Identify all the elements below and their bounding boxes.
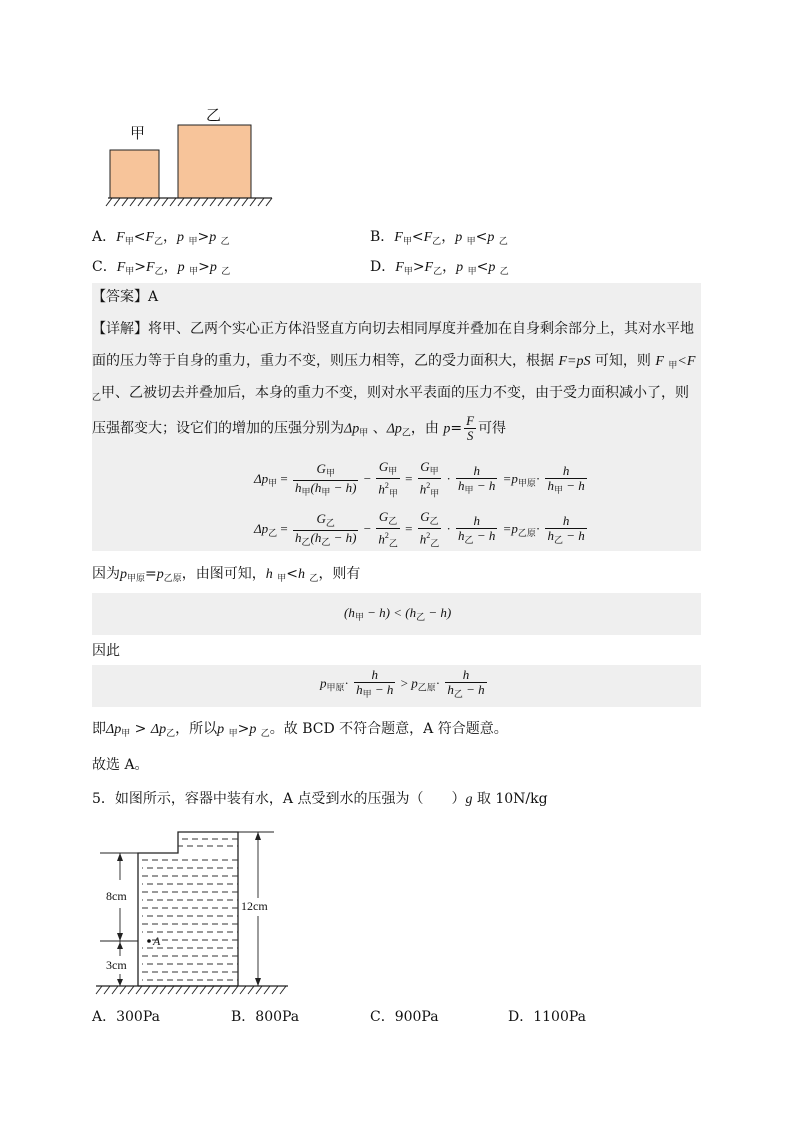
fraction-f-over-s: $\frac{F}{S}$ (466, 413, 475, 443)
label-a: A (153, 934, 161, 948)
conclusion-line: 即$\Delta p_甲 > \Delta p_乙$，所以p $_甲$>p $_乙$。故 BCD 不符合题意，A 符合题意。 (92, 721, 508, 739)
inequality-2: $p_{甲原}\cdot$ $\frac{h}{h_甲 - h}$ > $p_{乙原}\cdot$ $\frac{h}{h_乙 - h}$ (320, 667, 485, 699)
container-figure (92, 818, 292, 1000)
point-a (147, 939, 151, 943)
label-8cm: 8cm (106, 889, 127, 903)
ground-hatch (106, 198, 272, 206)
choose-line: 故选 A。 (92, 757, 149, 773)
q4-option-d: D．$F_甲>F_乙$，p $_甲$<p $_乙$ (370, 259, 509, 277)
q5-option-d: D．1100Pa (508, 1009, 586, 1025)
blocks-figure (100, 100, 280, 212)
ground-hatch-2 (96, 986, 286, 994)
water-dashes (142, 839, 238, 980)
q5-stem: 5．如图所示，容器中装有水，A 点受到水的压强为（ ）g 取 10N/kg (92, 791, 548, 807)
equation-delta-p-jia: $\Delta p_甲$ = $\frac{G_甲}{h_甲(h_甲 - h)}$ − $\frac{G_甲}{h^2_甲}$ = $\frac{G_甲}{h^2_甲}$ · $\frac{h}{h_甲 - h}$ $=p_{甲原}\cdot$ $\frac{h}{h_甲 - h}$ (254, 459, 585, 499)
analysis-line-1: 【详解】将甲、乙两个实心正方体沿竖直方向切去相同厚度并叠加在自身剩余部分上，其对水平地 (92, 321, 694, 337)
therefore-text: 因此 (92, 643, 120, 659)
analysis-line-4: 压强都变大；设它们的增加的压强分别为$\Delta p_甲$ 、$\Delta p_乙$，由 p= $\frac{F}{S}$ 可得 (92, 413, 507, 443)
q5-option-a: A．300Pa (92, 1009, 160, 1025)
q5-option-c: C．900Pa (370, 1009, 439, 1025)
label-jia: 甲 (130, 126, 146, 142)
label-yi: 乙 (206, 108, 222, 124)
analysis-line-2: 面的压力等于自身的重力，重力不变，则压力相等，乙的受力面积大，根据 F=pS 可知，则 F $_甲$<F (92, 353, 696, 371)
analysis-line-3: $_乙$甲、乙被切去并叠加后，本身的重力不变，则对水平表面的压力不变，由于受力面积减小了，则 (92, 385, 690, 403)
q4-option-c: C．$F_甲>F_乙$，p $_甲$>p $_乙$ (92, 259, 231, 277)
because-line: 因为$p_{甲原}=p_{乙原}$，由图可知，h $_甲$<h $_乙$，则有 (92, 566, 361, 584)
q4-option-a: A．$F_甲<F_乙$，p $_甲$>p $_乙$ (92, 229, 230, 247)
q4-option-b: B．$F_甲<F_乙$，p $_甲$<p $_乙$ (370, 229, 508, 247)
container-outline (138, 832, 238, 986)
inequality-1: $(h_甲 - h) < (h_乙 - h)$ (344, 605, 452, 622)
answer-label: 【答案】A (92, 289, 159, 305)
block-jia (110, 150, 159, 198)
block-yi (178, 125, 251, 198)
label-3cm: 3cm (106, 958, 127, 972)
q5-option-b: B．800Pa (231, 1009, 300, 1025)
label-12cm: 12cm (241, 899, 268, 913)
equation-delta-p-yi: $\Delta p_乙$ = $\frac{G_乙}{h_乙(h_乙 - h)}$ − $\frac{G_乙}{h^2_乙}$ = $\frac{G_乙}{h^2_乙}$ · $\frac{h}{h_乙 - h}$ $=p_{乙原}\cdot$ $\frac{h}{h_乙 - h}$ (254, 509, 585, 549)
